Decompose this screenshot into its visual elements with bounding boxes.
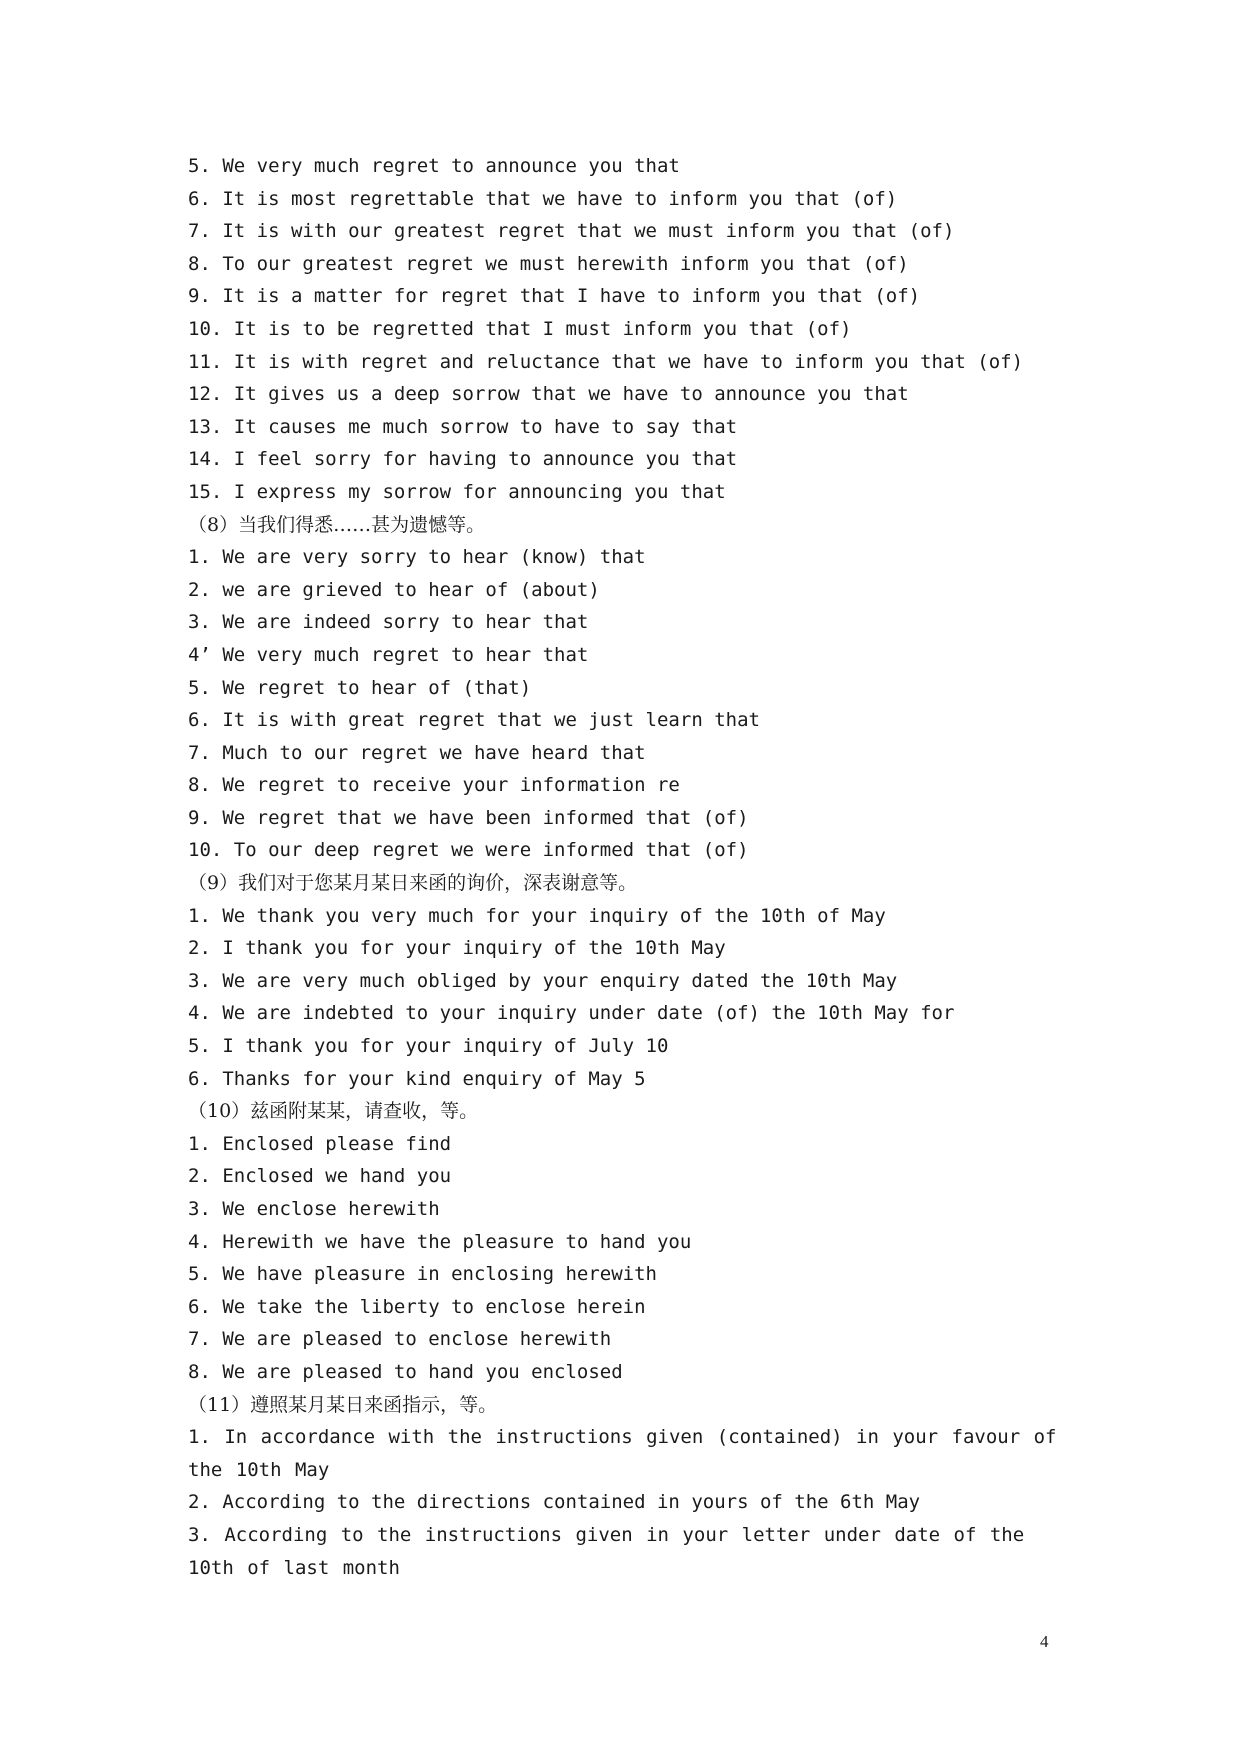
list-item: 7. We are pleased to enclose herewith [188,1328,612,1351]
list-item: 10. It is to be regretted that I must inform you that (of) [188,317,852,340]
list-item: 1. Enclosed please find [188,1132,452,1155]
document-body [188,150,1068,1584]
list-item: 3. We are very much obliged by your enquiry dated the 10th May [188,969,898,992]
list-item: 1. We thank you very much for your inquiry of the 10th of May [188,904,886,927]
list-item: 6. We take the liberty to enclose herein [188,1295,646,1318]
list-item: 15. I express my sorrow for announcing you that [188,480,726,503]
list-item: 4. Herewith we have the pleasure to hand you [188,1230,692,1253]
page-number: 4 [1040,1632,1049,1651]
list-item: 3. We are indeed sorry to hear that [188,611,589,634]
list-item: 14. I feel sorry for having to announce you that [188,448,738,471]
list-item: 6. Thanks for your kind enquiry of May 5 [188,1067,646,1090]
list-item: 2. Enclosed we hand you [188,1165,452,1188]
list-item: 1. In accordance with the instructions given (contained) in your favour of the 10th May [188,1426,1057,1481]
list-item: 4. We are indebted to your inquiry under date (of) the 10th May for [188,1002,955,1025]
list-item: 13. It causes me much sorrow to have to say that [188,415,738,438]
list-item: 8. We regret to receive your information re [188,774,680,797]
section-heading: （10）兹函附某某，请查收，等。 [188,1100,479,1123]
section-heading: （8）当我们得悉……甚为遗憾等。 [188,513,486,536]
list-item: 11. It is with regret and reluctance that we have to inform you that (of) [188,350,1024,373]
list-item: 5. I thank you for your inquiry of July 10 [188,1035,669,1058]
list-item: 9. It is a matter for regret that I have to inform you that (of) [188,285,921,308]
list-item: 5. We regret to hear of (that) [188,676,532,699]
section-heading: （9）我们对于您某月某日来函的询价，深表谢意等。 [188,872,638,895]
list-item: 3. According to the instructions given in your letter under date of the 10th of last month [188,1523,1025,1579]
list-item: 6. It is with great regret that we just learn that [188,709,760,732]
list-item: 12. It gives us a deep sorrow that we have to announce you that [188,383,909,406]
list-item: 3. We enclose herewith [188,1198,440,1220]
list-item: 7. It is with our greatest regret that we must inform you that (of) [188,220,955,243]
list-item: 8. To our greatest regret we must herewith inform you that (of) [188,252,909,275]
list-item: 2. According to the directions contained in yours of the 6th May [188,1491,921,1514]
list-item: 2. I thank you for your inquiry of the 10th May [188,937,726,960]
list-item: 4’ We very much regret to hear that [188,643,589,666]
list-item: 1. We are very sorry to hear (know) that [188,546,646,569]
section-heading: （11）遵照某月某日来函指示，等。 [188,1393,498,1416]
list-item: 2. we are grieved to hear of (about) [188,578,600,601]
list-item: 5. We have pleasure in enclosing herewith [188,1263,657,1286]
list-item: 7. Much to our regret we have heard that [188,741,646,764]
list-item: 10. To our deep regret we were informed that (of) [188,839,749,862]
list-item: 5. We very much regret to announce you that [188,155,680,177]
list-item: 6. It is most regrettable that we have to inform you that (of) [188,187,898,210]
list-item: 8. We are pleased to hand you enclosed [188,1360,623,1383]
list-item: 9. We regret that we have been informed that (of) [188,806,749,829]
